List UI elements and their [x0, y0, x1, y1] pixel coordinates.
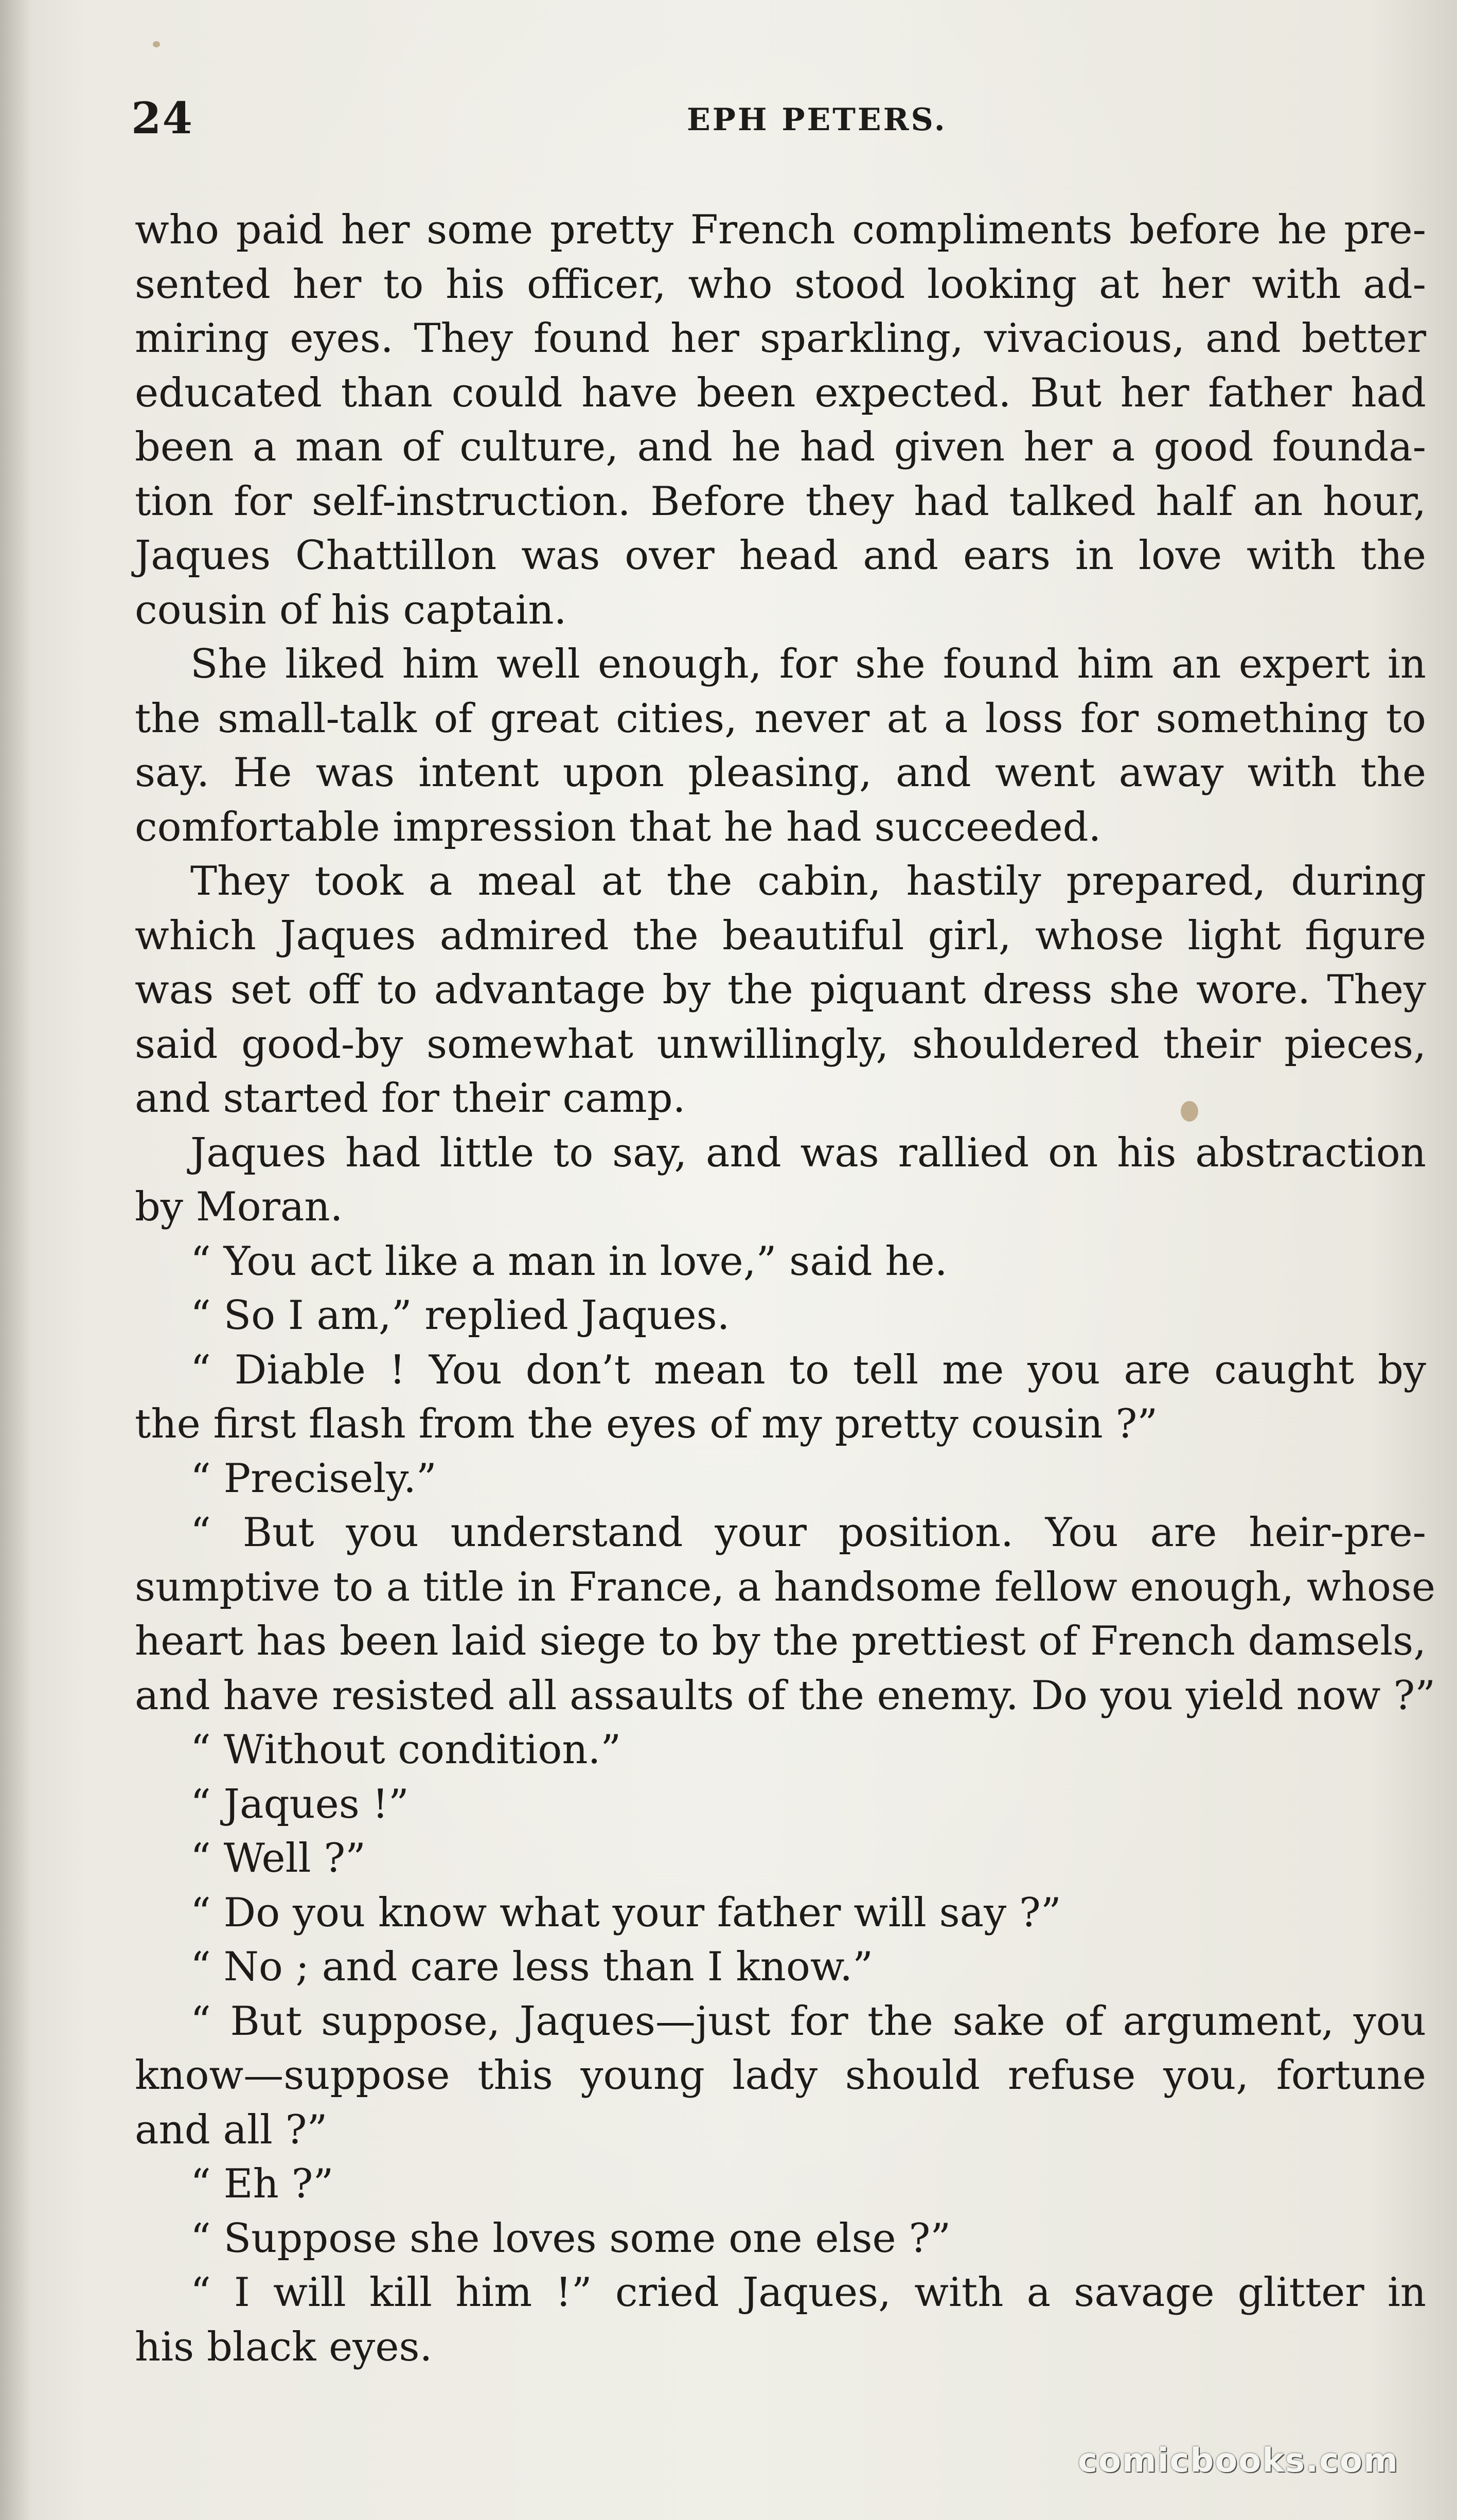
text-line: the first flash from the eyes of my pretty cousin ?”	[135, 1401, 1158, 1447]
text-line: sumptive to a title in France, a handsome fellow enough, whose	[135, 1564, 1435, 1610]
text-line: sented her to his officer, who stood looking at her with ad-	[135, 261, 1426, 308]
ink-stain	[1181, 1101, 1198, 1122]
text-line: “ But you understand your position. You are heir-pre-	[190, 1510, 1426, 1556]
page-header	[131, 93, 1335, 149]
text-line: and have resisted all assaults of the enemy. Do you yield now ?”	[135, 1672, 1436, 1719]
text-line: been a man of culture, and he had given her a good founda-	[135, 424, 1426, 470]
text-line: by Moran.	[135, 1184, 343, 1230]
text-line: “ Suppose she loves some one else ?”	[190, 2215, 951, 2262]
watermark: comicbooks.com	[1078, 2442, 1399, 2480]
text-line: “ I will kill him !” cried Jaques, with a savage glitter in	[190, 2269, 1426, 2316]
text-line: “ Jaques !”	[190, 1781, 409, 1827]
text-line: “ No ; and care less than I know.”	[190, 1944, 873, 1990]
text-line: heart has been laid siege to by the prettiest of French damsels,	[135, 1618, 1426, 1664]
text-line: “ Eh ?”	[190, 2161, 334, 2207]
text-line: They took a meal at the cabin, hastily prepared, during	[190, 858, 1426, 904]
text-line: “ Precisely.”	[190, 1455, 437, 1502]
text-line: “ You act like a man in love,” said he.	[190, 1238, 948, 1285]
body-text	[135, 203, 1436, 2405]
text-line: tion for self-instruction. Before they had talked half an hour,	[135, 478, 1426, 525]
text-line: who paid her some pretty French compliments before he pre-	[135, 207, 1426, 253]
text-line: comfortable impression that he had succeeded.	[135, 804, 1101, 850]
text-line: cousin of his captain.	[135, 587, 567, 633]
text-line: and started for their camp.	[135, 1075, 686, 1122]
running-title: EPH PETERS.	[687, 102, 947, 138]
text-line: say. He was intent upon pleasing, and went away with the	[135, 750, 1426, 796]
text-line: “ Diable ! You don’t mean to tell me you are caught by	[190, 1346, 1426, 1393]
text-line: “ Do you know what your father will say ?”	[190, 1889, 1061, 1936]
text-line: “ But suppose, Jaques—just for the sake of argument, you	[190, 1998, 1426, 2045]
text-line: which Jaques admired the beautiful girl, whose light figure	[135, 912, 1426, 959]
text-line: educated than could have been expected. But her father had	[135, 369, 1426, 416]
ink-stain	[153, 41, 160, 47]
page-number: 24	[131, 93, 193, 144]
text-line: “ So I am,” replied Jaques.	[190, 1292, 730, 1339]
text-line: was set off to advantage by the piquant dress she wore. They	[135, 967, 1426, 1013]
binding-shadow	[0, 0, 31, 2520]
text-line: said good-by somewhat unwillingly, shouldered their pieces,	[135, 1021, 1426, 1068]
text-line: miring eyes. They found her sparkling, vivacious, and better	[135, 315, 1426, 362]
text-line: “ Without condition.”	[190, 1727, 621, 1773]
text-line: the small-talk of great cities, never at a loss for something to	[135, 695, 1426, 742]
text-line: know—suppose this young lady should refuse you, fortune	[135, 2052, 1426, 2099]
text-line: Jaques Chattillon was over head and ears in love with the	[135, 533, 1426, 579]
text-line: She liked him well enough, for she found him an expert in	[190, 641, 1426, 687]
text-line: his black eyes.	[135, 2323, 433, 2370]
text-line: Jaques had little to say, and was rallied on his abstraction	[190, 1129, 1426, 1176]
text-line: and all ?”	[135, 2106, 328, 2153]
text-line: “ Well ?”	[190, 1835, 366, 1882]
